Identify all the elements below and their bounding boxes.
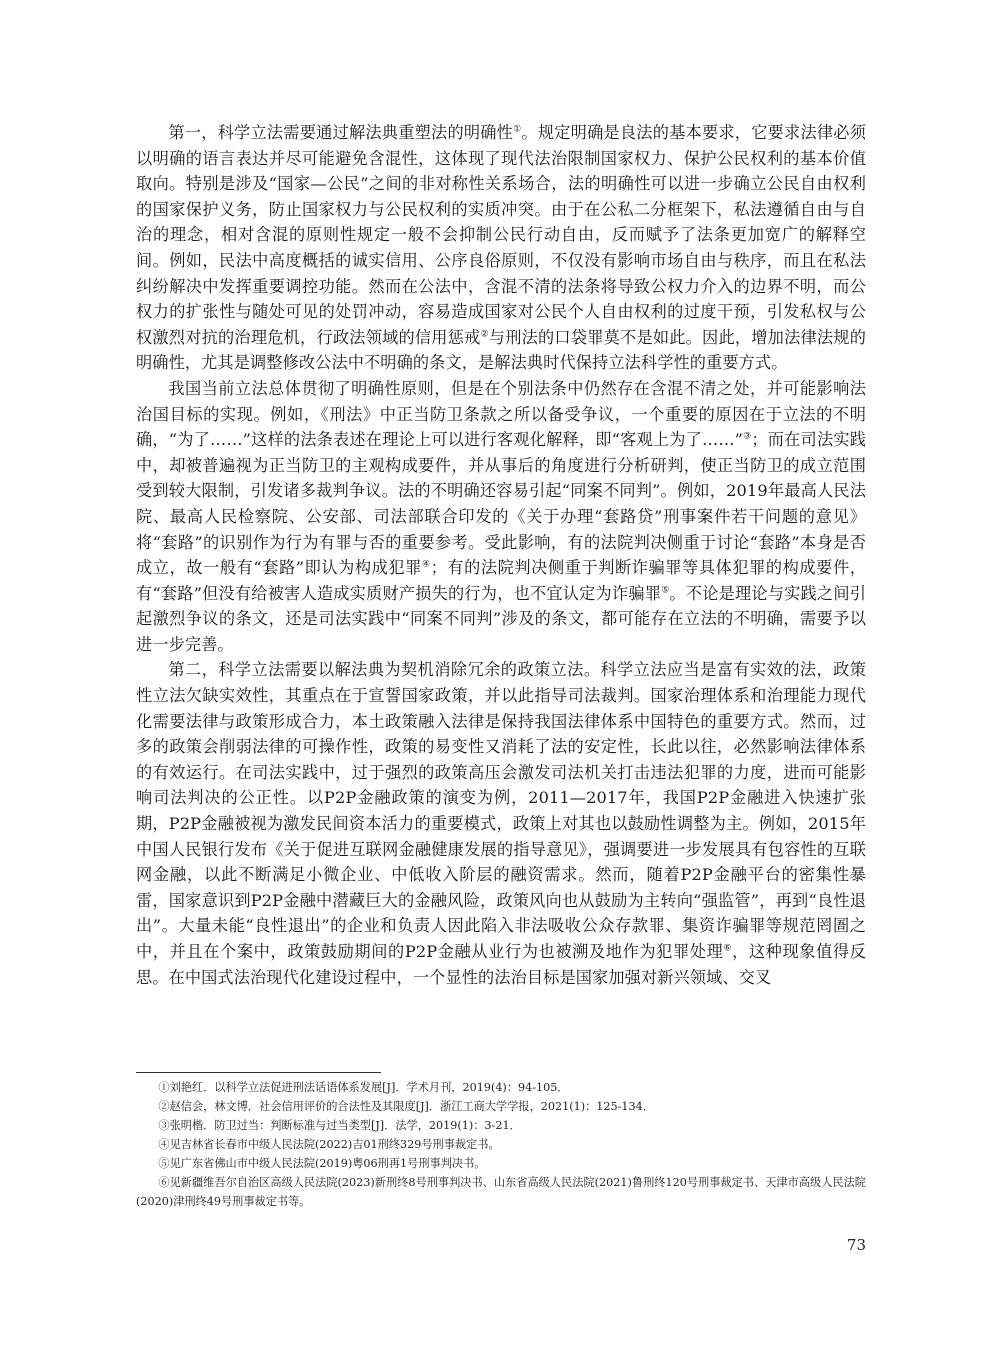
text-span: ；有的法院判决侧重于判断诈骗罪等具体犯罪的构成要件，有“套路”但没有给被害人造成实质财产损失的行为，也不宜认定为诈骗罪: [136, 558, 866, 603]
page-number: 73: [846, 1236, 866, 1254]
text-span: 。规定明确是良法的基本要求，它要求法律必须以明确的语言表达并尽可能避免含混性，这体现了现代法治限制国家权力、保护公民权利的基本价值取向。特别是涉及“国家—公民”之间的非对称性关系场合，法的明确性可以进一步确立公民自由权利的国家保护义务，防止国家权力与公民权利的实质冲突。由于在公私二分框架下，私法遵循自由与自治的理念，相对含混的原则性规定一般不会抑制公民行动自由，反而赋予了法条更加宽广的解释空间。例如，民法中高度概括的诚实信用、公序良俗原则，不仅没有影响市场自由与秩序，而且在私法纠纷解决中发挥重要调控功能。然而在公法中，含混不清的法条将导致公权力介入的边界不明，而公权力的扩张性与随处可见的处罚冲动，容易造成国家对公民个人自由权利的过度干预，引发私权与公权激烈对抗的治理危机，行政法领域的信用惩戒: [136, 123, 866, 347]
footnote-2: ②赵信会，林文博．社会信用评价的合法性及其限度[J]．浙江工商大学学报，2021(1)：125-134．: [158, 1100, 654, 1113]
footnote-5: ⑤见广东省佛山市中级人民法院(2019)粤06刑再1号刑事判决书。: [158, 1157, 486, 1170]
text-span: 第二，科学立法需要以解法典为契机消除冗余的政策立法。科学立法应当是富有实效的法，政策性立法欠缺实效性，其重点在于宣誓国家政策，并以此指导司法裁判。国家治理体系和治理能力现代化需要法律与政策形成合力，本土政策融入法律是保持我国法律体系中国特色的重要方式。然而，过多的政策会削弱法律的可操作性，政策的易变性又消耗了法的安定性，长此以往，必然影响法律体系的有效运行。在司法实践中，过于强烈的政策高压会激发司法机关打击违法犯罪的力度，进而可能影响司法判决的公正性。以P2P金融政策的演变为例，2011—2017年，我国P2P金融进入快速扩张期，P2P金融被视为激发民间资本活力的重要模式，政策上对其也以鼓励性调整为主。例如，2015年中国人民银行发布《关于促进互联网金融健康发展的指导意见》，强调要进一步发展具有包容性的互联网金融，以此不断满足小微企业、中低收入阶层的融资需求。然而，随着P2P金融平台的密集性暴雷，国家意识到P2P金融中潜藏巨大的金融风险，政策风向也从鼓励为主转向“强监管”，再到“良性退出”。大量未能“良性退出”的企业和负责人因此陷入非法吸收公众存款罪、集资诈骗罪等规范罔圄之中，并且在个案中，政策鼓励期间的P2P金融从业行为也被溯及地作为犯罪处理: [136, 660, 866, 961]
footnote-6: ⑥见新疆维吾尔自治区高级人民法院(2023)新刑终8号刑事判决书、山东省高级人民法院(2021)鲁刑终120号刑事裁定书、天津市高级人民法院(2020)津刑终49号刑事裁定书等。: [136, 1176, 866, 1208]
footnote-ref-3[interactable]: ③: [743, 431, 752, 442]
footnote-ref-4[interactable]: ④: [421, 559, 431, 570]
text-span: 第一，科学立法需要通过解法典重塑法的明确性: [168, 123, 514, 142]
footnote-ref-2[interactable]: ②: [480, 329, 489, 340]
text-span: 与刑法的口袋罪莫不是如此。因此，增加法律法规的明确性，尤其是调整修改公法中不明确的条文，是解法典时代保持立法科学性的重要方式。: [136, 327, 866, 373]
paragraph-3: [136, 657, 866, 990]
paragraph-1: [136, 120, 866, 376]
text-span: 。不论是理论与实践之间引起激烈争议的条文，还是司法实践中“同案不同判”涉及的条文，都可能存在立法的不明确，需要予以进一步完善。: [136, 583, 867, 654]
text-span: ，这种现象值得反思。在中国式法治现代化建设过程中，一个显性的法治目标是国家加强对新兴领域、交叉: [136, 942, 866, 987]
footnote-4: ④见吉林省长春市中级人民法院(2022)吉01刑终329号刑事裁定书。: [158, 1138, 500, 1151]
footnote-3: ③张明楷．防卫过当：判断标准与过当类型[J]．法学，2019(1)：3-21．: [158, 1119, 521, 1132]
footnote-ref-6[interactable]: ⑥: [723, 943, 733, 954]
main-text: [136, 120, 866, 990]
footnotes: [136, 1078, 866, 1211]
text-span: ；而在司法实践中，却被普遍视为正当防卫的主观构成要件，并从事后的角度进行分析研判，使正当防卫的成立范围受到较大限制，引发诸多裁判争议。法的不明确还容易引起“同案不同判”。例如，2019年最高人民法院、最高人民检察院、公安部、司法部联合印发的《关于办理“套路贷”刑事案件若干问题的意见》将“套路”的识别作为行为有罪与否的重要参考。受此影响，有的法院判决侧重于讨论“套路”本身是否成立，故一般有“套路”即认为构成犯罪: [136, 430, 867, 578]
footnote-ref-1[interactable]: ①: [513, 124, 522, 135]
text-span: 我国当前立法总体贯彻了明确性原则，但是在个别法条中仍然存在含混不清之处，并可能影响法治国目标的实现。例如，《刑法》中正当防卫条款之所以备受争议，一个重要的原因在于立法的不明确，“为了……”这样的法条表述在理论上可以进行客观化解释，即“客观上为了……”: [136, 378, 866, 450]
footnote-ref-5[interactable]: ⑤: [661, 585, 670, 596]
footnote-1: ①刘艳红．以科学立法促进刑法话语体系发展[J]．学术月刊，2019(4)：94-105．: [158, 1081, 569, 1094]
paragraph-2: [136, 376, 866, 658]
footnote-divider: [136, 1072, 381, 1073]
